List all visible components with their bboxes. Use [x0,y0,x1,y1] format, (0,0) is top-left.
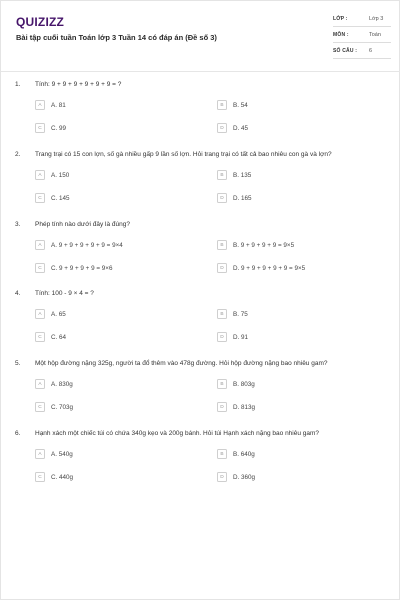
option-text: B. 54 [233,101,248,109]
option-d[interactable] [217,332,248,342]
question-text: Tính: 100 - 9 × 4 = ? [35,290,94,297]
option-text: B. 135 [233,171,252,179]
option-b[interactable] [217,449,255,459]
option-letter-box[interactable]: D [217,472,227,482]
option-c[interactable] [35,193,70,203]
option-c[interactable] [35,402,73,412]
worksheet-header [1,1,400,71]
option-letter-box[interactable]: D [217,332,227,342]
option-letter-box[interactable]: D [217,263,227,273]
option-text: C. 145 [51,194,70,202]
meta-value: Toán [369,31,381,38]
option-c[interactable] [35,472,73,482]
meta-value: Lớp 3 [369,15,384,22]
option-letter-box[interactable]: A [35,379,45,389]
option-c[interactable] [35,123,66,133]
option-d[interactable] [217,123,248,133]
option-text: C. 440g [51,473,74,481]
question-number: 6. [15,430,21,437]
option-letter-box[interactable]: A [35,449,45,459]
option-text: C. 9 + 9 + 9 + 9 = 9×6 [51,264,113,272]
option-text: A. 65 [51,310,66,318]
meta-row-question-count [333,43,391,59]
option-b[interactable] [217,379,255,389]
question-number: 5. [15,360,21,367]
option-letter-box[interactable]: D [217,193,227,203]
option-text: A. 830g [51,380,73,388]
option-letter-box[interactable]: C [35,263,45,273]
option-letter-box[interactable]: C [35,472,45,482]
question-header [15,430,319,437]
option-text: D. 9 + 9 + 9 + 9 + 9 = 9×5 [233,264,306,272]
option-b[interactable] [217,100,248,110]
option-b[interactable] [217,170,251,180]
option-letter-box[interactable]: B [217,449,227,459]
option-text: C. 64 [51,333,67,341]
question-list [1,71,400,481]
question-text: Một hộp đường nặng 325g, người ta đổ thêm vào 478g đường. Hỏi hộp đường nặng bao nhiêu gam? [35,360,328,367]
question-text: Trang trại có 15 con lợn, số gà nhiều gấp 9 lần số lợn. Hỏi trang trại có tất cả bao nhiêu con gà và lợn? [35,151,332,158]
option-text: C. 703g [51,403,74,411]
option-d[interactable] [217,472,255,482]
logo-text: QUIZIZZ [16,15,65,29]
question-number: 1. [15,81,21,88]
option-letter-box[interactable]: C [35,193,45,203]
option-letter-box[interactable]: C [35,332,45,342]
option-text: D. 813g [233,403,256,411]
option-letter-box[interactable]: D [217,402,227,412]
option-letter-box[interactable]: C [35,402,45,412]
meta-row-class [333,11,391,27]
option-text: B. 75 [233,310,248,318]
question-text: Hạnh xách một chiếc túi có chứa 340g kẹo và 200g bánh. Hỏi túi Hạnh xách nặng bao nhiêu gam? [35,430,320,437]
option-text: A. 81 [51,101,66,109]
option-a[interactable] [35,309,66,319]
document-title: Bài tập cuối tuần Toán lớp 3 Tuần 14 có đáp án (Đề số 3) [16,33,217,42]
option-d[interactable] [217,402,255,412]
option-a[interactable] [35,449,73,459]
option-b[interactable] [217,240,294,250]
option-letter-box[interactable]: B [217,100,227,110]
option-text: D. 165 [233,194,252,202]
question-header [15,81,121,88]
option-b[interactable] [217,309,248,319]
meta-label: LỚP : [333,15,348,22]
option-c[interactable] [35,263,112,273]
quizizz-logo [16,13,64,27]
question-text: Phép tính nào dưới đây là đúng? [35,221,130,228]
option-d[interactable] [217,193,252,203]
option-letter-box[interactable]: A [35,100,45,110]
option-text: C. 99 [51,124,67,132]
option-letter-box[interactable]: B [217,240,227,250]
question-text: Tính: 9 + 9 + 9 + 9 + 9 + 9 = ? [35,81,122,88]
option-text: D. 91 [233,333,249,341]
option-letter-box[interactable]: B [217,170,227,180]
option-letter-box[interactable]: C [35,123,45,133]
option-a[interactable] [35,100,66,110]
meta-row-subject [333,27,391,43]
meta-label: MÔN : [333,31,349,38]
option-text: A. 150 [51,171,70,179]
question-number: 3. [15,221,21,228]
option-text: D. 360g [233,473,256,481]
option-c[interactable] [35,332,66,342]
meta-label: SỐ CÂU : [333,47,358,54]
option-letter-box[interactable]: B [217,309,227,319]
question-number: 2. [15,151,21,158]
option-letter-box[interactable]: A [35,309,45,319]
meta-table [333,11,391,59]
option-text: B. 803g [233,380,255,388]
question-header [15,360,328,367]
question-header [15,221,130,228]
option-text: D. 45 [233,124,249,132]
option-text: A. 9 + 9 + 9 + 9 + 9 = 9×4 [51,241,123,249]
option-letter-box[interactable]: A [35,170,45,180]
question-header [15,151,332,158]
question-header [15,290,94,297]
option-text: B. 9 + 9 + 9 + 9 = 9×5 [233,241,295,249]
option-letter-box[interactable]: B [217,379,227,389]
option-letter-box[interactable]: A [35,240,45,250]
option-text: B. 640g [233,450,255,458]
option-text: A. 540g [51,450,73,458]
option-a[interactable] [35,379,73,389]
option-a[interactable] [35,240,123,250]
meta-value: 6 [369,47,373,54]
option-d[interactable] [217,263,305,273]
question-number: 4. [15,290,21,297]
option-letter-box[interactable]: D [217,123,227,133]
option-a[interactable] [35,170,69,180]
